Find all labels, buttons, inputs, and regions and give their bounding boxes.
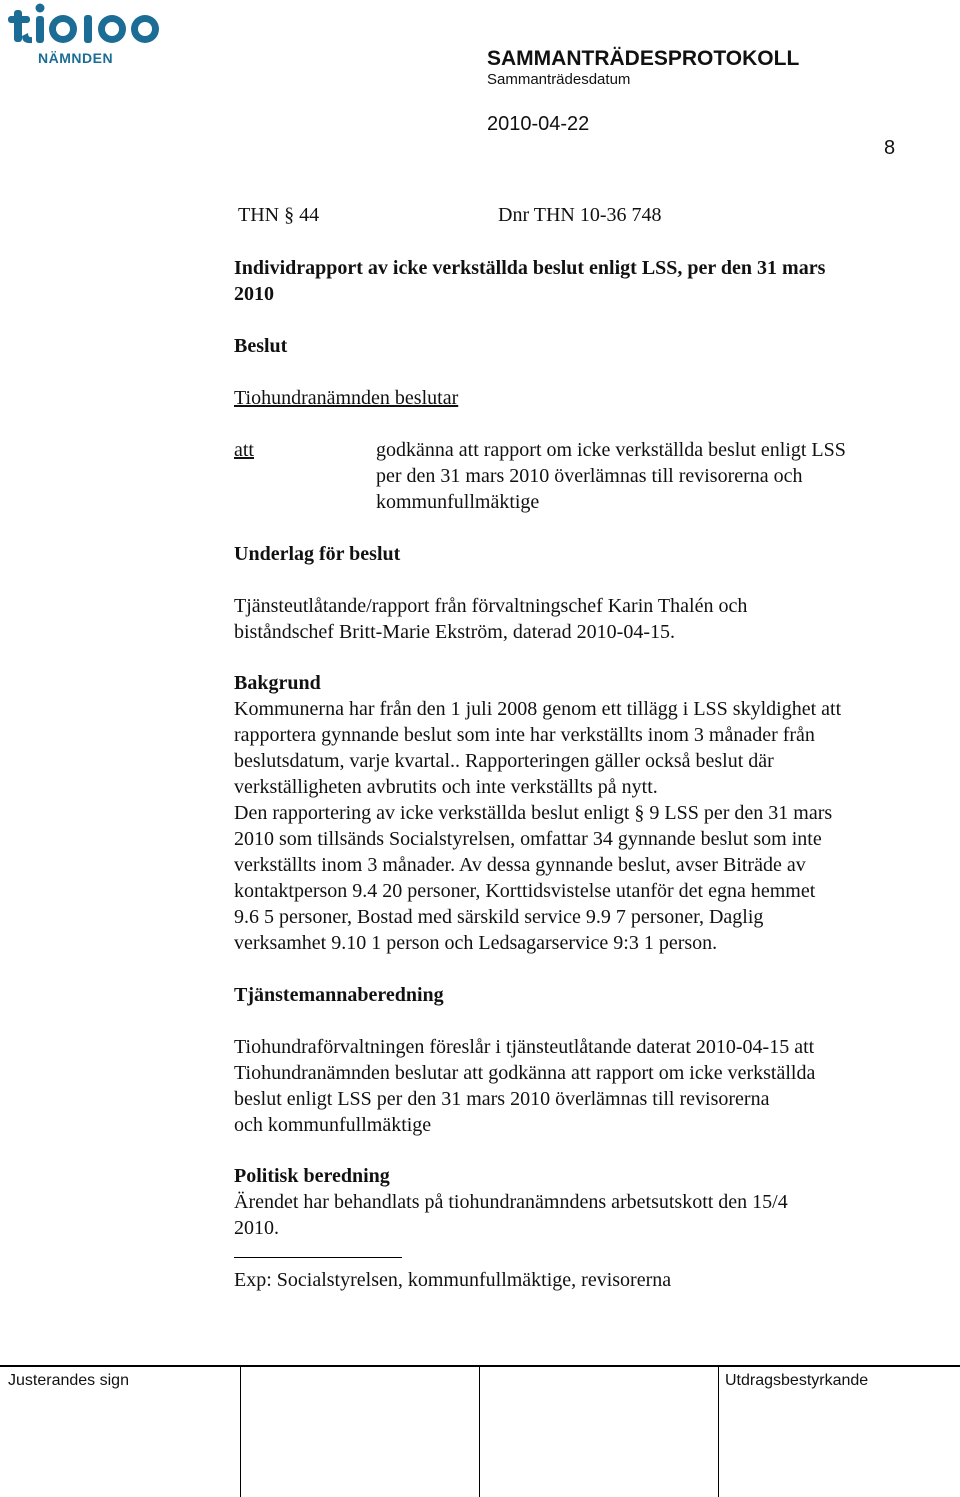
att-label: att bbox=[234, 439, 254, 461]
basis-line: biståndschef Britt-Marie Ekström, daterad 2010-04-15. bbox=[234, 621, 675, 643]
signature-label: Justerandes sign bbox=[8, 1372, 129, 1389]
background-line: verksamhet 9.10 1 person och Ledsagarservice 9:3 1 person. bbox=[234, 932, 718, 954]
meeting-date: 2010-04-22 bbox=[487, 113, 590, 135]
basis-line: Tjänsteutlåtande/rapport från förvaltningschef Karin Thalén och bbox=[234, 595, 748, 617]
preparation-line: och kommunfullmäktige bbox=[234, 1114, 432, 1136]
preparation-heading: Tjänstemannaberedning bbox=[234, 984, 444, 1006]
preparation-line: beslut enligt LSS per den 31 mars 2010 överlämnas till revisorerna bbox=[234, 1088, 770, 1110]
background-line: Den rapportering av icke verkställda beslut enligt § 9 LSS per den 31 mars bbox=[234, 802, 833, 824]
case-heading-line-1: Individrapport av icke verkställda beslut enligt LSS, per den 31 mars bbox=[234, 257, 826, 279]
decision-line: kommunfullmäktige bbox=[376, 491, 540, 513]
extract-verification-label: Utdragsbestyrkande bbox=[725, 1372, 869, 1389]
meeting-date-label: Sammanträdesdatum bbox=[487, 71, 631, 88]
political-line: Ärendet har behandlats på tiohundranämndens arbetsutskott den 15/4 bbox=[234, 1191, 788, 1213]
signature-cell-divider bbox=[718, 1367, 719, 1497]
decision-line: per den 31 mars 2010 överlämnas till revisorerna och bbox=[376, 465, 803, 487]
preparation-line: Tiohundranämnden beslutar att godkänna att rapport om icke verkställda bbox=[234, 1062, 816, 1084]
decision-line: godkänna att rapport om icke verkställda beslut enligt LSS bbox=[376, 439, 846, 461]
decision-subheading: Tiohundranämnden beslutar bbox=[234, 387, 459, 409]
document-title: SAMMANTRÄDESPROTOKOLL bbox=[487, 47, 800, 70]
background-line: verkställts inom 3 månader. Av dessa gynnande beslut, avser Biträde av bbox=[234, 854, 806, 876]
background-line: 2010 som tillsänds Socialstyrelsen, omfattar 34 gynnande beslut som inte bbox=[234, 828, 822, 850]
background-line: kontaktperson 9.4 20 personer, Korttidsvistelse utanför det egna hemmet bbox=[234, 880, 816, 902]
logo-subtitle: NÄMNDEN bbox=[38, 50, 114, 66]
background-line: rapportera gynnande beslut som inte har verkställts inom 3 månader från bbox=[234, 724, 815, 746]
case-heading-line-2: 2010 bbox=[234, 283, 274, 305]
background-line: verkställigheten avbrutits och inte verkställts på nytt. bbox=[234, 776, 658, 798]
signature-cell-divider bbox=[240, 1367, 241, 1497]
background-line: Kommunerna har från den 1 juli 2008 genom ett tillägg i LSS skyldighet att bbox=[234, 698, 842, 720]
separator-line bbox=[234, 1257, 402, 1258]
preparation-line: Tiohundraförvaltningen föreslår i tjänsteutlåtande daterat 2010-04-15 att bbox=[234, 1036, 815, 1058]
paragraph-number: THN § 44 bbox=[238, 204, 320, 226]
page-number: 8 bbox=[884, 137, 896, 159]
distribution-list: Exp: Socialstyrelsen, kommunfullmäktige, revisorerna bbox=[234, 1269, 672, 1291]
diary-number: Dnr THN 10-36 748 bbox=[498, 204, 662, 226]
background-line: 9.6 5 personer, Bostad med särskild service 9.9 7 personer, Daglig bbox=[234, 906, 764, 928]
signature-table bbox=[0, 1365, 960, 1497]
political-heading: Politisk beredning bbox=[234, 1165, 390, 1187]
background-line: beslutsdatum, varje kvartal.. Rapporteringen gäller också beslut där bbox=[234, 750, 774, 772]
political-line: 2010. bbox=[234, 1217, 279, 1239]
signature-cell-divider bbox=[479, 1367, 480, 1497]
basis-heading: Underlag för beslut bbox=[234, 543, 401, 565]
decision-heading: Beslut bbox=[234, 335, 288, 357]
background-heading: Bakgrund bbox=[234, 672, 321, 694]
